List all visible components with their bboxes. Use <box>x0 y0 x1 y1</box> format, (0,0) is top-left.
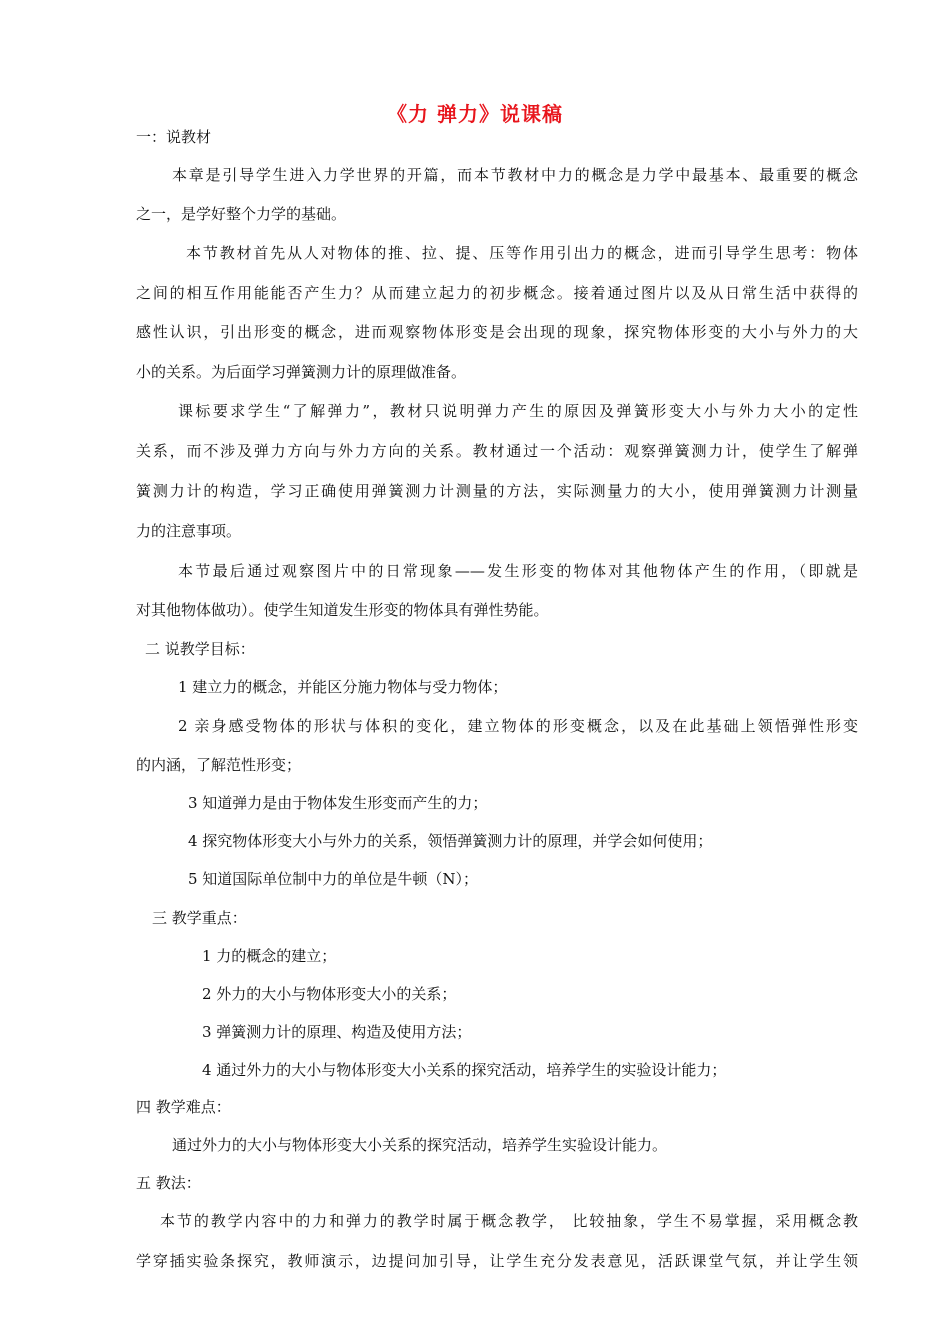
section-heading: 五 教法： <box>136 1174 201 1192</box>
list-item: 2 外力的大小与物体形变大小的关系； <box>202 985 457 1003</box>
paragraph-line: 之一，是学好整个力学的基础。 <box>136 205 347 223</box>
section-heading: 三 教学重点： <box>152 909 247 927</box>
paragraph-line: 对其他物体做功）。使学生知道发生形变的物体具有弹性势能。 <box>136 601 549 619</box>
paragraph-line: 簧测力计的构造，学习正确使用弹簧测力计测量的方法，实际测量力的大小，使用弹簧测力计测量 <box>136 482 858 500</box>
section-heading: 四 教学难点： <box>136 1098 231 1116</box>
paragraph-line: 本节教材首先从人对物体的推、拉、提、压等作用引出力的概念，进而引导学生思考：物体 <box>186 244 858 262</box>
paragraph-line: 课标要求学生“了解弹力”，教材只说明弹力产生的原因及弹簧形变大小与外力大小的定性 <box>178 402 858 420</box>
paragraph-line: 本节的教学内容中的力和弹力的教学时属于概念教学， 比较抽象，学生不易掌握，采用概念教 <box>160 1212 858 1230</box>
paragraph-line: 小的关系。为后面学习弹簧测力计的原理做准备。 <box>136 363 467 381</box>
paragraph-line: 感性认识，引出形变的概念，进而观察物体形变是会出现的现象，探究物体形变的大小与外力的大 <box>136 323 858 341</box>
list-item: 1 力的概念的建立； <box>202 947 337 965</box>
list-item: 4 通过外力的大小与物体形变大小关系的探究活动，培养学生的实验设计能力； <box>202 1061 727 1079</box>
list-item: 4 探究物体形变大小与外力的关系，领悟弹簧测力计的原理，并学会如何使用； <box>188 832 713 850</box>
paragraph-line: 通过外力的大小与物体形变大小关系的探究活动，培养学生实验设计能力。 <box>172 1136 668 1154</box>
list-item: 5 知道国际单位制中力的单位是牛顿（N）； <box>188 870 478 888</box>
paragraph-line: 关系，而不涉及弹力方向与外力方向的关系。教材通过一个活动：观察弹簧测力计，使学生了解弹 <box>136 442 858 460</box>
paragraph-line: 本章是引导学生进入力学世界的开篇，而本节教材中力的概念是力学中最基本、最重要的概念 <box>172 166 858 184</box>
list-item: 1 建立力的概念，并能区分施力物体与受力物体； <box>178 678 508 696</box>
paragraph-line: 学穿插实验条探究，教师演示，边提问加引导，让学生充分发表意见，活跃课堂气氛，并让学生领 <box>136 1252 858 1270</box>
list-item: 3 弹簧测力计的原理、构造及使用方法； <box>202 1023 472 1041</box>
list-item: 2 亲身感受物体的形状与体积的变化，建立物体的形变概念，以及在此基础上领悟弹性形变 <box>178 717 858 735</box>
list-item: 的内涵，了解范性形变； <box>136 756 302 774</box>
paragraph-line: 力的注意事项。 <box>136 522 242 540</box>
section-heading: 二 说教学目标： <box>145 640 255 658</box>
document-title: 《力 弹力》说课稿 <box>387 102 563 126</box>
list-item: 3 知道弹力是由于物体发生形变而产生的力； <box>188 794 488 812</box>
paragraph-line: 本节最后通过观察图片中的日常现象——发生形变的物体对其他物体产生的作用，（即就是 <box>178 562 858 580</box>
section-heading: 一：说教材 <box>136 128 212 146</box>
paragraph-line: 之间的相互作用能能否产生力？从而建立起力的初步概念。接着通过图片以及从日常生活中获得的 <box>136 284 858 302</box>
